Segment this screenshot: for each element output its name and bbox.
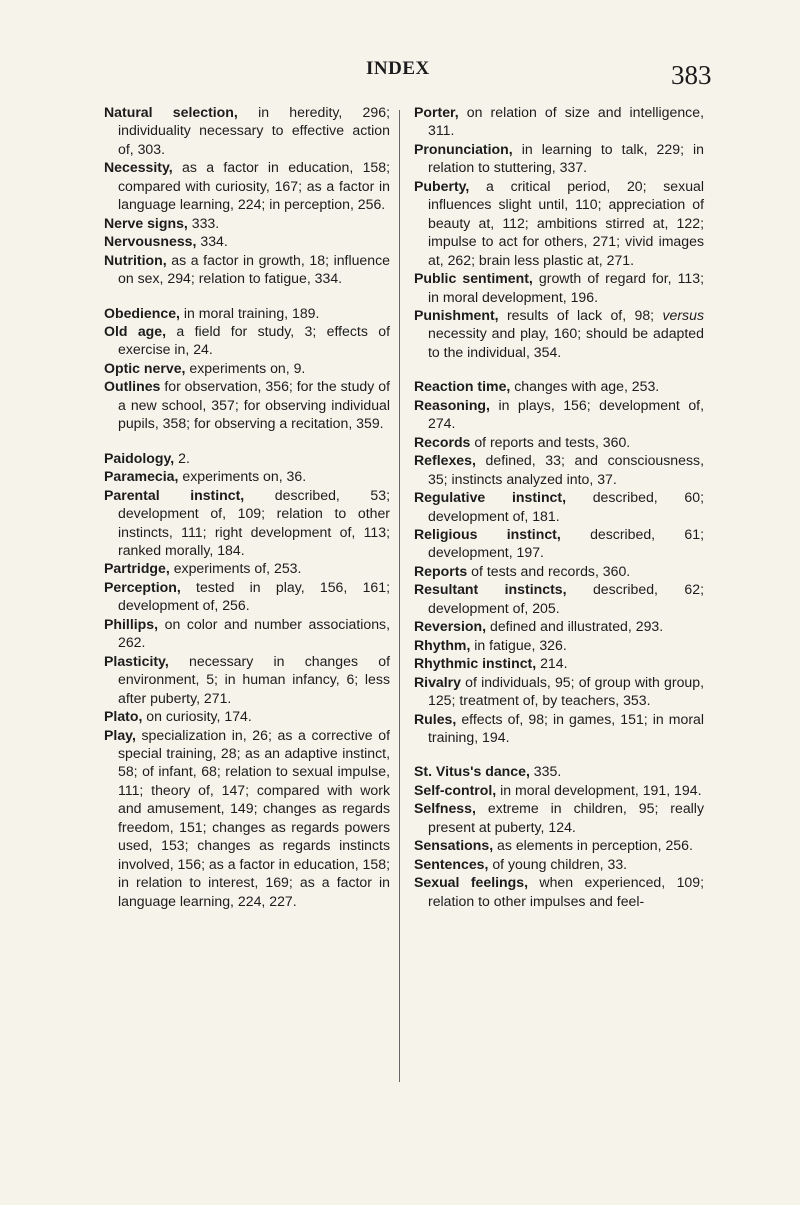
index-entry (104, 214, 390, 232)
entry-head: Religious instinct, (414, 525, 561, 542)
entry-head: St. Vitus's dance, (414, 763, 530, 780)
entry-text: described, 53; development of, 109; relation to other instincts, 111; right development of, 113; ranked morally, 184. (118, 486, 391, 558)
entry-head: Phillips, (104, 615, 159, 632)
entry-head: Rivalry (414, 673, 462, 690)
letter-gap (104, 433, 390, 449)
entry-text: extreme in children, 95; really present at puberty, 124. (428, 800, 704, 835)
index-entry (104, 559, 390, 577)
entry-italic: versus (654, 306, 704, 323)
entry-head: Optic nerve, (104, 359, 186, 376)
entry-head: Paramecia, (104, 468, 179, 485)
index-entry (104, 232, 390, 250)
entry-head: Reversion, (414, 618, 487, 635)
entry-text: of reports and tests, 360. (470, 433, 631, 450)
entry-head: Reflexes, (414, 452, 476, 469)
entry-head: Reports (414, 562, 468, 579)
entry-text: described, 60; development of, 181. (428, 489, 705, 524)
entry-text: experiments on, 9. (185, 359, 306, 376)
entry-head: Play, (104, 726, 136, 743)
index-entry (104, 103, 390, 158)
entry-head: Nutrition, (104, 251, 167, 268)
entry-text: a critical period, 20; sexual influences slight until, 110; appreciation of beauty at, 112; ambitions stirred at, 122; impulse to act for others, 271; vivid images at, 262; brain less plastic at, 271. (428, 177, 704, 268)
entry-text: in moral development, 191, 194. (496, 781, 702, 798)
entry-head: Parental instinct, (104, 486, 245, 503)
entry-head: Partridge, (104, 560, 170, 577)
entry-text: in moral training, 189. (179, 304, 320, 321)
index-entry (104, 615, 390, 652)
index-entry (414, 855, 704, 873)
entry-text: when experienced, 109; relation to other impulses and feel- (428, 874, 705, 909)
entry-text: as a factor in education, 158; compared with curiosity, 167; as a factor in language learning, 224; in perception, 256. (118, 159, 390, 213)
entry-head: Rhythmic instinct, (414, 655, 537, 672)
entry-text: in plays, 156; development of, 274. (428, 396, 704, 432)
index-entry (414, 525, 704, 562)
entry-text: tested in play, 156, 161; development of, 256. (118, 578, 390, 614)
entry-text: a field for study, 3; effects of exercise in, 24. (118, 322, 390, 358)
entry-head: Punishment, (414, 306, 499, 323)
entry-text: in learning to talk, 229; in relation to stuttering, 337. (428, 140, 704, 176)
entry-text: of individuals, 95; of group with group, 125; treatment of, by teachers, 353. (428, 673, 704, 709)
index-entry (414, 433, 704, 451)
entry-text: on curiosity, 174. (142, 708, 252, 725)
left-column (104, 103, 390, 910)
entry-text: 334. (196, 233, 228, 250)
entry-text: of tests and records, 360. (467, 562, 631, 579)
entry-text: on color and number associations, 262. (118, 615, 390, 651)
index-entry (414, 377, 704, 395)
index-entry (414, 306, 704, 361)
index-entry (414, 269, 704, 306)
index-entry (414, 617, 704, 635)
entry-text: as elements in perception, 256. (493, 837, 693, 854)
index-entry (104, 578, 390, 615)
index-entry (414, 140, 704, 177)
index-entry (414, 781, 704, 799)
entry-text: necessary in changes of environment, 5; in human infancy, 6; less after puberty, 271. (118, 652, 390, 706)
entry-head: Plato, (104, 708, 143, 725)
index-entry (104, 652, 390, 707)
entry-text: 2. (174, 449, 190, 466)
index-entry (104, 707, 390, 725)
index-entry (414, 799, 704, 836)
index-entry (104, 449, 390, 467)
entry-text: defined and illustrated, 293. (486, 618, 664, 635)
entry-text: results of lack of, 98; (498, 306, 655, 323)
page-header (0, 52, 800, 92)
entry-head: Necessity, (104, 159, 173, 176)
entry-text: necessity and play, 160; should be adapted to the individual, 354. (428, 325, 704, 360)
entry-text: defined, 33; and consciousness, 35; instincts analyzed into, 37. (428, 452, 704, 487)
entry-head: Regulative instinct, (414, 489, 566, 506)
entry-head: Nervousness, (104, 233, 197, 250)
entry-head: Natural selection, (104, 104, 238, 120)
page-number: 383 (671, 60, 712, 90)
entry-text: growth of regard for, 113; in moral development, 196. (428, 270, 705, 305)
entry-head: Paidology, (104, 449, 175, 466)
entry-head: Sentences, (414, 855, 489, 872)
index-entry (104, 158, 390, 213)
entry-head: Nerve signs, (104, 214, 188, 231)
index-entry (414, 710, 704, 747)
entry-head: Porter, (414, 104, 459, 120)
index-entry (414, 580, 704, 617)
entry-text: 214. (536, 655, 568, 672)
entry-text: in fatigue, 326. (470, 636, 567, 653)
entry-text: on relation of size and intelligence, 311. (428, 104, 704, 139)
entry-text: effects of, 98; in games, 151; in moral training, 194. (428, 710, 704, 745)
index-entry (414, 562, 704, 580)
index-entry (414, 673, 704, 710)
letter-gap (414, 361, 704, 377)
entry-head: Rules, (414, 710, 457, 727)
entry-head: Old age, (104, 322, 167, 339)
entry-head: Reasoning, (414, 396, 490, 413)
index-entry (104, 304, 390, 322)
entry-head: Sexual feelings, (414, 874, 529, 891)
entry-text: changes with age, 253. (510, 378, 660, 395)
entry-text: for observation, 356; for the study of a new school, 357; for observing individual pupils, 358; for observing a recitation, 359. (118, 378, 390, 432)
index-entry (104, 322, 390, 359)
entry-text: experiments on, 36. (178, 468, 307, 485)
entry-head: Resultant instincts, (414, 581, 567, 598)
entry-head: Obedience, (104, 304, 180, 321)
entry-text: in heredity, 296; individuality necessary to effective action of, 303. (118, 104, 390, 157)
entry-text: described, 61; development, 197. (428, 525, 704, 561)
column-divider (399, 110, 400, 1082)
index-entry (414, 396, 704, 433)
index-entry (414, 654, 704, 672)
entry-head: Pronunciation, (414, 140, 513, 157)
entry-head: Rhythm, (414, 636, 471, 653)
entry-head: Puberty, (414, 177, 470, 194)
index-entry (414, 451, 704, 488)
entry-head: Public sentiment, (414, 270, 533, 287)
entry-text: 335. (529, 763, 562, 780)
index-entry (414, 762, 704, 780)
index-entry (414, 103, 704, 140)
page-title: INDEX (366, 58, 430, 79)
entry-text: of young children, 33. (488, 855, 628, 872)
letter-gap (104, 288, 390, 304)
index-entry (414, 636, 704, 654)
index-entry (104, 726, 390, 911)
entry-head: Plasticity, (104, 652, 169, 669)
index-entry (414, 177, 704, 269)
entry-text: 333. (187, 214, 220, 231)
index-entry (104, 486, 390, 560)
entry-head: Records (414, 433, 471, 450)
letter-gap (414, 746, 704, 762)
index-entry (104, 377, 390, 432)
entry-head: Perception, (104, 578, 181, 595)
index-entry (104, 359, 390, 377)
entry-text: as a factor in growth, 18; influence on sex, 294; relation to fatigue, 334. (118, 251, 390, 287)
index-entry (414, 836, 704, 854)
entry-text: experiments of, 253. (169, 560, 302, 577)
entry-head: Reaction time, (414, 378, 511, 395)
entry-head: Self-control, (414, 781, 497, 798)
entry-head: Outlines (104, 378, 161, 395)
index-entry (104, 467, 390, 485)
right-column (414, 103, 704, 910)
entry-head: Sensations, (414, 837, 494, 854)
index-entry (104, 251, 390, 288)
entry-text: specialization in, 26; as a corrective of special training, 28; as an adaptive instinct, 58; of infant, 68; relation to sexual impulse, 111; theory of, 147; compared with work and amusement, 149; changes as regards freedom, 151; changes as regards powers used, 153; changes as regards instincts involved, 156; as a factor in education, 158; in relation to interest, 169; as a factor in language learning, 224, 227. (118, 726, 390, 909)
index-entry (414, 873, 704, 910)
entry-text: described, 62; development of, 205. (428, 581, 704, 616)
entry-head: Selfness, (414, 800, 476, 817)
index-entry (414, 488, 704, 525)
